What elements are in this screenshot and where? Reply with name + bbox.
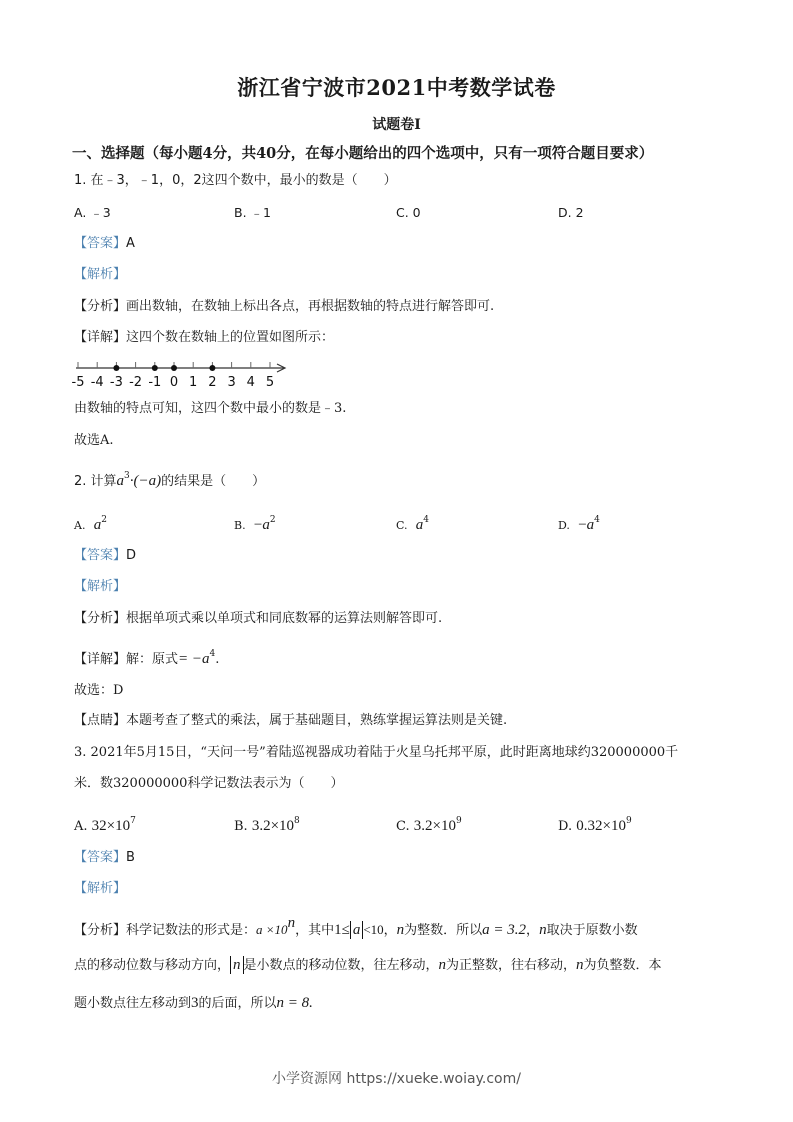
number-line-point xyxy=(209,365,215,371)
xiangjie-label: 【详解】 xyxy=(74,330,127,345)
q1-choice: 故选A. xyxy=(74,433,114,448)
number-line-tick-label: 1 xyxy=(189,375,198,390)
q3-option-b: B. $3.2\times 10^8$ xyxy=(234,816,300,834)
number-line-tick-label: 2 xyxy=(208,375,217,390)
q1-answer-value: A xyxy=(126,236,135,251)
q1-option-a: A. ﹣3 xyxy=(74,205,111,220)
q2-dianjing-text: 本题考查了整式的乘法，属于基础题目，熟练掌握运算法则是关键. xyxy=(126,713,508,728)
q1-answer xyxy=(74,235,135,253)
number-line-tick-label: -2 xyxy=(129,375,143,390)
number-line-figure xyxy=(72,358,292,390)
footer-watermark: 小学资源网 https://xueke.woiay.com/ xyxy=(272,1071,521,1087)
number-line-tick-label: -5 xyxy=(72,375,85,390)
q1-fenxi-text: 画出数轴，在数轴上标出各点，再根据数轴的特点进行解答即可. xyxy=(126,299,495,314)
q3-analysis-label: 【解析】 xyxy=(74,881,127,896)
section-heading: 一、选择题（每小题4分，共40分，在每小题给出的四个选项中，只有一项符合题目要求） xyxy=(72,145,654,162)
q1-option-c: C. 0 xyxy=(396,205,421,220)
number-line-tick-label: 3 xyxy=(227,375,236,390)
number-line-tick-label: -1 xyxy=(148,375,162,390)
q2-math-rest: ·(−a) xyxy=(129,473,162,489)
q3-answer-value: B xyxy=(126,850,135,865)
q3-answer: 【答案】B xyxy=(74,850,135,865)
q1-option-d: D. 2 xyxy=(558,205,584,220)
q2-stem xyxy=(74,467,265,491)
q1-conclusion: 由数轴的特点可知，这四个数中最小的数是﹣3. xyxy=(74,401,347,416)
q1-xiangjie-text: 这四个数在数轴上的位置如图所示： xyxy=(126,330,335,345)
q2-math-a: a xyxy=(116,473,125,489)
q2-stem-suffix: 的结果是（ ） xyxy=(161,474,266,489)
q3-fenxi-line1: 【分析】科学记数法的形式是：$a \times 10^n$，其中1≤ a <10，n为整数．所以a = 3.2，n取决于原数小数 xyxy=(74,915,638,938)
q1-option-b: B. ﹣1 xyxy=(234,205,271,220)
q2-stem-prefix: 2. 计算 xyxy=(74,474,117,489)
q2-fenxi-text: 根据单项式乘以单项式和同底数幂的运算法则解答即可. xyxy=(126,611,443,626)
q1-analysis-label: 【解析】 xyxy=(74,267,127,282)
answer-label: 【答案】 xyxy=(74,236,127,251)
q2-option-d: D. $-a^4$ xyxy=(558,515,600,533)
number-line-tick-label: -4 xyxy=(90,375,104,390)
q2-option-a: A. $a^2$ xyxy=(74,515,107,533)
q3-fenxi-line2: 点的移动位数与移动方向， n 是小数点的移动位数，往左移动，n为正整数，往右移动，n为负整数．本 xyxy=(74,957,662,973)
number-line-tick-label: 5 xyxy=(265,375,275,390)
q2-answer-value: D xyxy=(126,548,137,563)
q3-stem-line2: 米．数320000000科学记数法表示为（ ） xyxy=(74,776,344,791)
q2-option-b: B. $-a^2$ xyxy=(234,515,276,533)
number-line-svg xyxy=(72,358,292,390)
q2-analysis-label: 【解析】 xyxy=(74,579,127,594)
q3-option-a: A. $32\times 10^7$ xyxy=(74,816,136,834)
q2-answer: 【答案】D xyxy=(74,548,137,563)
fenxi-label: 【分析】 xyxy=(74,299,127,314)
q3-stem-line1: 3. 2021年5月15日，“天问一号”着陆巡视器成功着陆于火星乌托邦平原，此时距离地球约320000000千 xyxy=(74,745,679,760)
q2-xiangjie: 【详解】解：原式= $-a^4$. xyxy=(74,649,220,667)
q3-option-c: C. $3.2\times 10^9$ xyxy=(396,816,462,834)
number-line-tick-label: 0 xyxy=(169,375,179,390)
number-line-point xyxy=(152,365,158,371)
q2-option-c: C. $a^4$ xyxy=(396,515,430,533)
number-line-tick-label: 4 xyxy=(246,375,255,390)
q1-stem: 1. 在﹣3，﹣1，0，2这四个数中，最小的数是（ ） xyxy=(74,173,397,188)
q1-xiangjie xyxy=(74,329,334,347)
q3-option-d: D. $0.32\times 10^9$ xyxy=(558,816,632,834)
q2-math-exp: 3 xyxy=(124,471,130,481)
number-line-tick-label: -3 xyxy=(109,375,123,390)
document-subtitle: 试题卷Ⅰ xyxy=(372,117,421,133)
number-line-point xyxy=(171,365,177,371)
document-title: 浙江省宁波市2021中考数学试卷 xyxy=(237,75,556,100)
number-line-point xyxy=(113,365,119,371)
q2-fenxi: 【分析】根据单项式乘以单项式和同底数幂的运算法则解答即可. xyxy=(74,611,443,626)
q1-fenxi xyxy=(74,298,494,316)
q2-dianjing: 【点睛】本题考查了整式的乘法，属于基础题目，熟练掌握运算法则是关键. xyxy=(74,713,508,728)
q2-choice: 故选：D xyxy=(74,683,124,698)
q3-fenxi-line3: 题小数点往左移动到3的后面，所以n = 8. xyxy=(74,995,313,1011)
